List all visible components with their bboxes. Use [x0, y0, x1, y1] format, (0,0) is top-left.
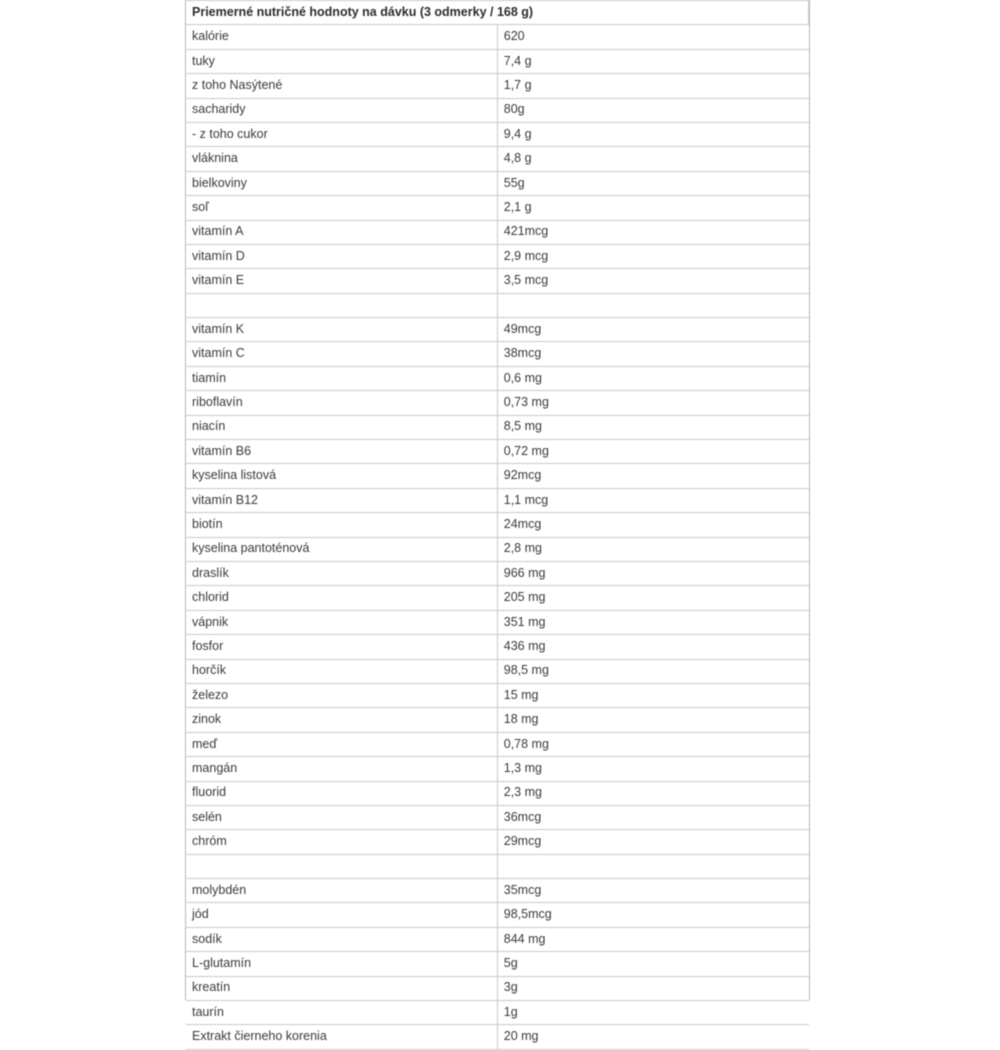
table-row [186, 732, 809, 756]
table-row [186, 781, 809, 805]
table-row [186, 318, 809, 342]
row-value: 49mcg [497, 318, 808, 342]
table-row [186, 830, 809, 854]
row-value: 98,5 mg [497, 659, 808, 683]
row-value: 205 mg [497, 586, 808, 610]
row-value: 2,9 mcg [497, 244, 808, 268]
row-value: 3,5 mcg [497, 269, 808, 293]
row-value: 0,6 mg [497, 366, 808, 390]
row-label: meď [186, 732, 497, 756]
row-label: jód [186, 903, 497, 927]
row-label: zinok [186, 708, 497, 732]
table-row [186, 610, 809, 634]
row-label: L-glutamín [186, 952, 497, 976]
row-label: soľ [186, 196, 497, 220]
row-value: 1,7 g [497, 74, 808, 98]
table-row [186, 1025, 809, 1049]
table-row [186, 952, 809, 976]
row-value: 0,78 mg [497, 732, 808, 756]
row-label: vitamín E [186, 269, 497, 293]
table-row [186, 25, 809, 49]
row-label: biotín [186, 513, 497, 537]
table-row [186, 488, 809, 512]
row-value: 20 mg [497, 1025, 808, 1049]
row-label: kyselina listová [186, 464, 497, 488]
table-row [186, 708, 809, 732]
table-row [186, 659, 809, 683]
table-row [186, 586, 809, 610]
nutrition-table-container [185, 0, 810, 1044]
row-value: 421mcg [497, 220, 808, 244]
table-spacer-row [186, 854, 809, 878]
row-value: 35mcg [497, 879, 808, 903]
row-label: fosfor [186, 635, 497, 659]
row-label: tuky [186, 49, 497, 73]
table-row [186, 220, 809, 244]
table-row [186, 635, 809, 659]
row-label: vitamín K [186, 318, 497, 342]
row-value: 1,3 mg [497, 757, 808, 781]
table-row [186, 196, 809, 220]
row-label: Extrakt čierneho korenia [186, 1025, 497, 1049]
row-label: chróm [186, 830, 497, 854]
table-row [186, 74, 809, 98]
row-value: 3g [497, 976, 808, 1000]
table-row [186, 879, 809, 903]
table-row [186, 366, 809, 390]
row-value [497, 854, 808, 878]
table-title-cell: Priemerné nutričné hodnoty na dávku (3 odmerky / 168 g) [186, 1, 809, 25]
row-value: 55g [497, 171, 808, 195]
row-value: 4,8 g [497, 147, 808, 171]
row-value: 436 mg [497, 635, 808, 659]
row-label: vitamín C [186, 342, 497, 366]
nutrition-table-body [186, 1, 809, 1050]
row-label: železo [186, 683, 497, 707]
row-value: 2,1 g [497, 196, 808, 220]
table-row [186, 440, 809, 464]
row-value: 38mcg [497, 342, 808, 366]
row-label: sodík [186, 927, 497, 951]
table-row [186, 927, 809, 951]
row-value: 80g [497, 98, 808, 122]
row-label: vitamín B6 [186, 440, 497, 464]
table-row [186, 976, 809, 1000]
table-row [186, 757, 809, 781]
table-header-row [186, 1, 809, 25]
row-value: 5g [497, 952, 808, 976]
row-label: kreatín [186, 976, 497, 1000]
row-value: 29mcg [497, 830, 808, 854]
row-value: 36mcg [497, 805, 808, 829]
row-label: z toho Nasýtené [186, 74, 497, 98]
table-row [186, 561, 809, 585]
table-row [186, 98, 809, 122]
row-label: vitamín B12 [186, 488, 497, 512]
row-label: fluorid [186, 781, 497, 805]
row-label: sacharidy [186, 98, 497, 122]
table-row [186, 147, 809, 171]
row-value: 9,4 g [497, 122, 808, 146]
table-row [186, 49, 809, 73]
row-label: niacín [186, 415, 497, 439]
table-row [186, 464, 809, 488]
table-row [186, 244, 809, 268]
table-row [186, 513, 809, 537]
row-value: 1g [497, 1001, 808, 1025]
row-label: selén [186, 805, 497, 829]
row-label: chlorid [186, 586, 497, 610]
row-label: draslík [186, 561, 497, 585]
row-value: 966 mg [497, 561, 808, 585]
row-value: 620 [497, 25, 808, 49]
row-value: 15 mg [497, 683, 808, 707]
table-row [186, 805, 809, 829]
row-value: 7,4 g [497, 49, 808, 73]
row-value: 92mcg [497, 464, 808, 488]
row-label: bielkoviny [186, 171, 497, 195]
row-value: 98,5mcg [497, 903, 808, 927]
row-label: horčík [186, 659, 497, 683]
row-label: vitamín D [186, 244, 497, 268]
row-label: molybdén [186, 879, 497, 903]
row-label: vitamín A [186, 220, 497, 244]
row-value: 351 mg [497, 610, 808, 634]
row-value: 0,72 mg [497, 440, 808, 464]
table-row [186, 415, 809, 439]
table-row [186, 122, 809, 146]
row-label: tiamín [186, 366, 497, 390]
table-row [186, 1001, 809, 1025]
row-label: kalórie [186, 25, 497, 49]
nutrition-table [186, 0, 809, 1050]
row-label: mangán [186, 757, 497, 781]
row-label: vláknina [186, 147, 497, 171]
row-label [186, 854, 497, 878]
table-row [186, 903, 809, 927]
table-spacer-row [186, 293, 809, 317]
table-row [186, 683, 809, 707]
row-value [497, 293, 808, 317]
row-value: 0,73 mg [497, 391, 808, 415]
row-value: 18 mg [497, 708, 808, 732]
row-label: vápnik [186, 610, 497, 634]
row-label [186, 293, 497, 317]
row-value: 844 mg [497, 927, 808, 951]
row-label: - z toho cukor [186, 122, 497, 146]
table-row [186, 171, 809, 195]
row-value: 2,8 mg [497, 537, 808, 561]
row-label: kyselina pantoténová [186, 537, 497, 561]
row-value: 2,3 mg [497, 781, 808, 805]
row-value: 8,5 mg [497, 415, 808, 439]
row-value: 24mcg [497, 513, 808, 537]
row-label: riboflavín [186, 391, 497, 415]
table-row [186, 269, 809, 293]
row-label: taurín [186, 1001, 497, 1025]
table-row [186, 391, 809, 415]
table-row [186, 537, 809, 561]
table-row [186, 342, 809, 366]
row-value: 1,1 mcg [497, 488, 808, 512]
